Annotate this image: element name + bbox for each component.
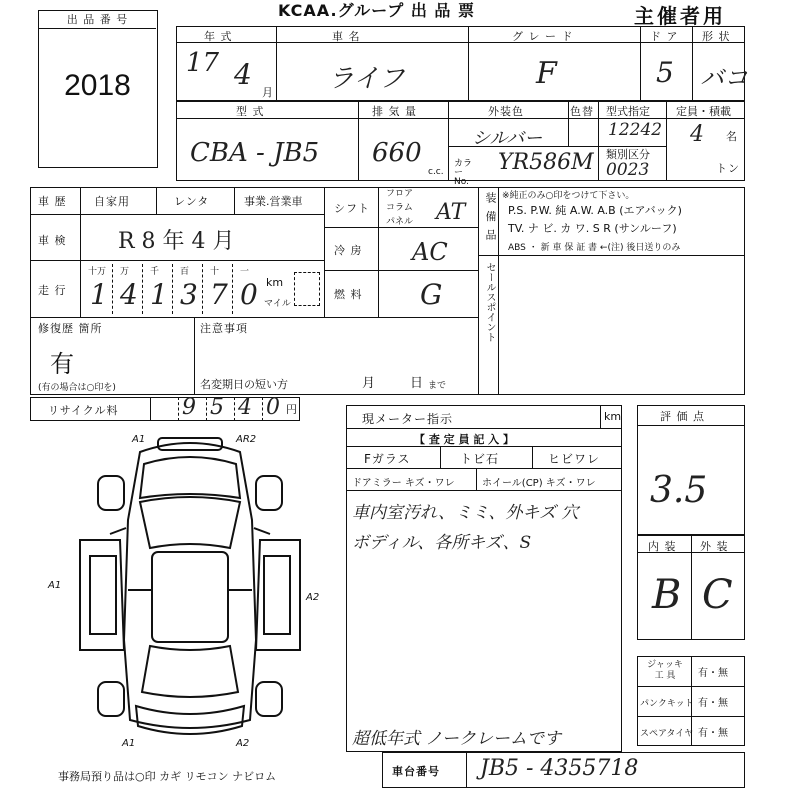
model-value: CBA - JB5 (190, 138, 320, 168)
recycle-digit: 5 (210, 395, 224, 420)
shift-label: シフト (334, 202, 370, 215)
color-change-label: 色替 (570, 105, 594, 118)
equipment-line2: TV. ナ ビ. カ ワ. S R (サンルーフ) (508, 222, 677, 235)
mileage-digit: 1 (90, 278, 108, 311)
meter-unit: km (604, 410, 622, 423)
inspector-comment-1: 車内室汚れ、ミミ、外キズ 穴 (352, 503, 579, 523)
jack-label: ジャッキ 工 具 (647, 660, 683, 681)
history-option-private: 自家用 (94, 195, 130, 208)
lot-number-label: 出 品 番 号 (39, 11, 156, 29)
spare-tire-option: 有・無 (698, 728, 728, 739)
cc-unit: c.c. (428, 167, 444, 177)
interior-label: 内 装 (648, 540, 677, 553)
recycle-digits (150, 397, 300, 421)
grade-label: グ レ ー ド (512, 30, 574, 43)
svg-text:A1: A1 (48, 580, 62, 591)
ac-label: 冷 房 (334, 244, 363, 257)
glass-label: Fガラス (364, 452, 411, 466)
spare-kit-option: 有・無 (698, 698, 728, 709)
displacement-label: 排 気 量 (372, 105, 417, 118)
mile-checkbox (294, 272, 320, 306)
year-value: 17 (186, 48, 220, 78)
ton-unit: トン (716, 162, 740, 175)
recycle-digit: 4 (238, 395, 252, 420)
repair-label: 修復歴 箇所 (38, 322, 103, 335)
keys-note: 事務局預り品は○印 カギ リモコン ナビロム (58, 770, 277, 783)
shape-value: バコ (700, 64, 748, 92)
equipment-line1: P.S. P.W. 純 A.W. A.B (エアバック) (508, 204, 682, 217)
period-day: 日 (410, 376, 425, 391)
inspector-comment-2: ボディル、各所キズ、S (352, 533, 532, 553)
inspector-title: 【 査 定 員 記 入 】 (414, 433, 514, 446)
chip-label: トビ石 (460, 452, 500, 466)
form-title: KCAA.グループ 出 品 票 (278, 1, 475, 20)
month-value: 4 (234, 58, 252, 91)
svg-text:A2: A2 (306, 592, 320, 603)
exterior-color-label: 外装色 (488, 105, 524, 118)
mileage-digit: 7 (210, 278, 228, 311)
exterior-label: 外 装 (700, 540, 729, 553)
history-option-rental: レンタ (174, 195, 210, 208)
wheel-label: ホイール(CP) キズ・ワレ (482, 478, 596, 489)
mileage-digit: 1 (150, 278, 168, 311)
mileage-digit: 3 (180, 278, 198, 311)
spare-tire-label: スペアタイヤ (640, 729, 694, 739)
repair-value: 有 (50, 350, 74, 378)
displacement-value: 660 (372, 138, 422, 168)
year-label: 年 式 (204, 30, 233, 43)
period-until: まで (428, 381, 447, 391)
shaken-value: R 8 年 4 月 (118, 229, 235, 254)
svg-text:AR2: AR2 (236, 434, 257, 445)
grade-value: F (536, 56, 557, 91)
shift-option-panel: パネル (386, 217, 414, 227)
fuel-value: G (420, 278, 443, 311)
crack-label: ヒビワレ (548, 452, 601, 466)
inspector-comment-3: 超低年式 ノークレームです (352, 729, 561, 749)
recycle-digit: 9 (182, 395, 196, 420)
score-value: 3.5 (650, 470, 708, 511)
ac-value: AC (412, 238, 448, 266)
repair-note: (有の場合は○印を) (38, 383, 116, 393)
car-diagram (40, 430, 340, 770)
interior-value: B (652, 572, 682, 618)
spare-kit-label: パンクキット (640, 699, 694, 709)
meter-label: 現メーター指示 (362, 412, 454, 426)
mileage-digit: 0 (240, 278, 258, 311)
fuel-label: 燃 料 (334, 288, 363, 301)
model-label: 型 式 (236, 105, 265, 118)
exterior-color-value: シルバー (472, 128, 543, 149)
category-value: 0023 (606, 160, 650, 180)
shift-option-floor: フロア (386, 189, 414, 199)
month-unit: 月 (262, 86, 274, 99)
color-no-value: YR586M (498, 150, 594, 175)
car-name-label: 車 名 (332, 30, 361, 43)
km-unit: km (266, 276, 284, 289)
history-label: 車 歴 (38, 195, 67, 208)
mileage-digits: 十万 万 千 百 十 一 1 4 1 3 7 0 (84, 262, 264, 316)
capacity-label: 定員・積載 (676, 105, 731, 118)
period-month: 月 (362, 376, 377, 391)
shift-value: AT (436, 200, 466, 225)
history-option-business: 事業.営業車 (244, 195, 303, 208)
recycle-unit: 円 (286, 403, 298, 416)
svg-text:A1: A1 (122, 738, 136, 749)
category-label: 類別区分 (606, 148, 650, 161)
mileage-digit: 4 (120, 278, 138, 311)
shaken-label: 車 検 (38, 234, 67, 247)
shift-option-column: コラム (386, 203, 413, 213)
lot-number-value: 2018 (64, 69, 131, 102)
equipment-line3: ABS ・ 新 車 保 証 書 ←(注) 後日送りのみ (508, 243, 681, 253)
door-value: 5 (656, 56, 674, 89)
jack-option: 有・無 (698, 668, 728, 679)
notes-label: 注意事項 (200, 322, 248, 335)
shape-label: 形 状 (702, 30, 731, 43)
mileage-label: 走 行 (38, 284, 67, 297)
exterior-value: C (702, 572, 733, 618)
lot-number-box (38, 10, 158, 168)
chassis-value: JB5 - 4355718 (480, 756, 639, 781)
svg-text:A2: A2 (236, 738, 250, 749)
svg-text:A1: A1 (132, 434, 146, 445)
recycle-label: リサイクル料 (48, 404, 119, 417)
type-spec-label: 型式指定 (606, 105, 650, 118)
capacity-value: 4 (690, 122, 704, 147)
sales-point-label: セールスポイント (484, 262, 495, 342)
type-spec-value: 12242 (608, 120, 663, 140)
mile-unit: マイル (264, 299, 291, 309)
mirror-label: ドアミラー キズ・ワレ (352, 478, 455, 489)
recycle-digit: 0 (266, 395, 280, 420)
door-label: ド ア (650, 30, 679, 43)
chassis-label: 車台番号 (392, 765, 440, 778)
capacity-unit: 名 (726, 130, 738, 143)
equipment-label: 装 備 品 (484, 192, 497, 242)
score-label: 評 価 点 (660, 410, 705, 423)
equipment-note: ※純正のみ○印をつけて下さい。 (502, 191, 635, 201)
color-no-label: カラー No. (454, 159, 473, 187)
organizer-label: 主催者用 (634, 4, 726, 28)
period-label: 名変期日の短い方 (200, 378, 288, 391)
car-name-value: ライフ (328, 64, 405, 94)
